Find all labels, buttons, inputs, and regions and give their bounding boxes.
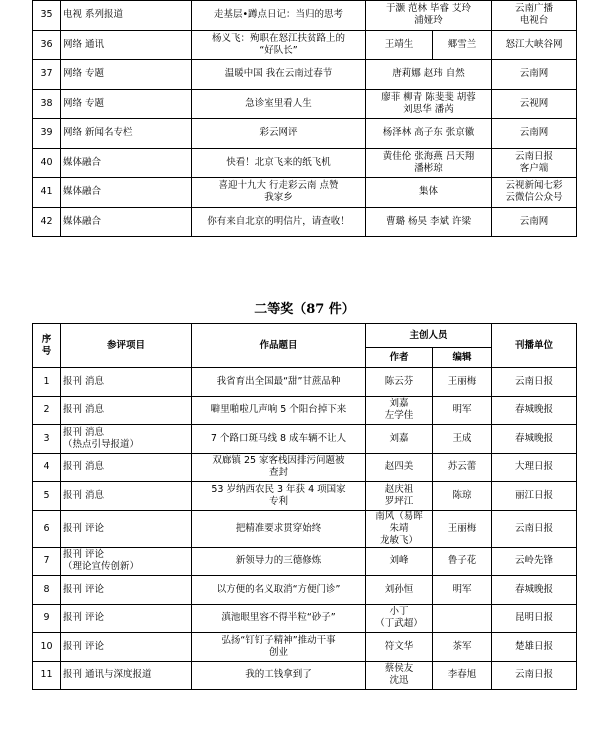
table-row xyxy=(33,633,577,662)
project-category: 媒体融合 xyxy=(61,207,192,237)
work-title: 7 个路口斑马线 8 成车辆不让人 xyxy=(192,425,366,454)
work-title: 温暖中国 我在云南过春节 xyxy=(192,60,366,90)
author-cell: 符文华 xyxy=(366,633,433,662)
row-number: 35 xyxy=(33,1,61,31)
header-author: 作者 xyxy=(366,348,433,368)
table-row xyxy=(33,207,577,237)
author-cell: 赵四美 xyxy=(366,453,433,482)
publisher-unit: 云南广播 电视台 xyxy=(492,1,577,31)
project-category: 报刊 消息 xyxy=(61,482,192,511)
work-title: 53 岁纳西农民 3 年获 4 项国家 专利 xyxy=(192,482,366,511)
work-title: 急诊室里看人生 xyxy=(192,89,366,119)
table-row xyxy=(33,89,577,119)
header-no: 序 号 xyxy=(33,324,61,368)
project-category: 报刊 消息 （热点引导报道） xyxy=(61,425,192,454)
editor-cell: 王丽梅 xyxy=(433,510,492,547)
project-category: 报刊 评论 （理论宣传创新） xyxy=(61,547,192,576)
project-category: 网络 通讯 xyxy=(61,30,192,60)
author-cell: 杨泽林 高子东 张京徽 xyxy=(366,119,492,149)
row-number: 6 xyxy=(33,510,61,547)
author-cell: 刘孙恒 xyxy=(366,576,433,605)
table-row xyxy=(33,30,577,60)
publisher-unit: 云南网 xyxy=(492,119,577,149)
publisher-unit: 云视新闻七彩 云微信公众号 xyxy=(492,178,577,208)
project-category: 电视 系列报道 xyxy=(61,1,192,31)
editor-cell: 李春旭 xyxy=(433,661,492,690)
work-title: 弘扬“钉钉子精神”推动干事 创业 xyxy=(192,633,366,662)
publisher-unit: 大理日报 xyxy=(492,453,577,482)
row-number: 11 xyxy=(33,661,61,690)
project-category: 报刊 评论 xyxy=(61,633,192,662)
work-title: 快看！北京飞来的纸飞机 xyxy=(192,148,366,178)
row-number: 5 xyxy=(33,482,61,511)
awards-table-first-prize xyxy=(32,0,577,237)
author-cell: 刘峰 xyxy=(366,547,433,576)
project-category: 报刊 评论 xyxy=(61,576,192,605)
work-title: 双廊镇 25 家客栈因排污问题被 查封 xyxy=(192,453,366,482)
table-row xyxy=(33,119,577,149)
editor-cell: 鲁子花 xyxy=(433,547,492,576)
author-cell: 赵庆祖 罗坪江 xyxy=(366,482,433,511)
work-title: 我省育出全国最“甜”甘蔗品种 xyxy=(192,368,366,397)
editor-cell: 郷雪兰 xyxy=(433,30,492,60)
author-cell: 唐莉娜 赵玮 自然 xyxy=(366,60,492,90)
publisher-unit: 楚雄日报 xyxy=(492,633,577,662)
table-row xyxy=(33,368,577,397)
publisher-unit: 怒江大峡谷网 xyxy=(492,30,577,60)
table-row xyxy=(33,661,577,690)
author-cell: 刘嘉 左学佳 xyxy=(366,396,433,425)
project-category: 报刊 评论 xyxy=(61,510,192,547)
author-cell: 黄佳伦 张海燕 吕天翔 潘彬琼 xyxy=(366,148,492,178)
table-row xyxy=(33,425,577,454)
row-number: 42 xyxy=(33,207,61,237)
editor-cell: 王成 xyxy=(433,425,492,454)
author-cell: 小丁 （丁武超） xyxy=(366,604,433,633)
author-cell: 王靖生 xyxy=(366,30,433,60)
publisher-unit: 云视网 xyxy=(492,89,577,119)
row-number: 40 xyxy=(33,148,61,178)
project-category: 媒体融合 xyxy=(61,178,192,208)
publisher-unit: 云南网 xyxy=(492,60,577,90)
publisher-unit: 云岭先锋 xyxy=(492,547,577,576)
editor-cell: 王丽梅 xyxy=(433,368,492,397)
header-title: 作品题目 xyxy=(192,324,366,368)
work-title: 我的工钱拿到了 xyxy=(192,661,366,690)
editor-cell: 明军 xyxy=(433,396,492,425)
project-category: 报刊 评论 xyxy=(61,604,192,633)
header-unit: 刊播单位 xyxy=(492,324,577,368)
publisher-unit: 云南网 xyxy=(492,207,577,237)
row-number: 41 xyxy=(33,178,61,208)
publisher-unit: 春城晚报 xyxy=(492,576,577,605)
section-title: 二等奖（87 件） xyxy=(254,302,355,317)
author-cell: 南风（易晖 朱靖 龙敏飞） xyxy=(366,510,433,547)
row-number: 39 xyxy=(33,119,61,149)
table-row xyxy=(33,510,577,547)
table-row xyxy=(33,482,577,511)
table-row xyxy=(33,60,577,90)
publisher-unit: 春城晚报 xyxy=(492,396,577,425)
publisher-unit: 云南日报 客户端 xyxy=(492,148,577,178)
header-project: 参评项目 xyxy=(61,324,192,368)
table-row xyxy=(33,1,577,31)
row-number: 1 xyxy=(33,368,61,397)
author-cell: 陈云芬 xyxy=(366,368,433,397)
project-category: 网络 专题 xyxy=(61,89,192,119)
row-number: 2 xyxy=(33,396,61,425)
author-cell: 刘嘉 xyxy=(366,425,433,454)
project-category: 网络 新闻名专栏 xyxy=(61,119,192,149)
table-row xyxy=(33,148,577,178)
editor-cell: 茶军 xyxy=(433,633,492,662)
work-title: 新领导力的三德修炼 xyxy=(192,547,366,576)
publisher-unit: 春城晚报 xyxy=(492,425,577,454)
editor-cell xyxy=(433,604,492,633)
work-title: 滇池眼里容不得半粒“砂子” xyxy=(192,604,366,633)
project-category: 媒体融合 xyxy=(61,148,192,178)
table-row xyxy=(33,604,577,633)
table-row xyxy=(33,178,577,208)
publisher-unit: 云南日报 xyxy=(492,661,577,690)
author-cell: 于灏 范林 毕睿 艾玲 浦娅玲 xyxy=(366,1,492,31)
table-row xyxy=(33,547,577,576)
work-title: 彩云网评 xyxy=(192,119,366,149)
publisher-unit: 云南日报 xyxy=(492,510,577,547)
project-category: 报刊 消息 xyxy=(61,453,192,482)
publisher-unit: 云南日报 xyxy=(492,368,577,397)
work-title: 喜迎十九大 行走彩云南 点赞 我家乡 xyxy=(192,178,366,208)
project-category: 报刊 消息 xyxy=(61,368,192,397)
row-number: 9 xyxy=(33,604,61,633)
author-cell: 曹璐 杨昊 李斌 许梁 xyxy=(366,207,492,237)
work-title: 以方便的名义取消“方便门诊” xyxy=(192,576,366,605)
header-creators: 主创人员 xyxy=(366,324,492,348)
table-row xyxy=(33,453,577,482)
work-title: 把精准要求贯穿始终 xyxy=(192,510,366,547)
work-title: 噼里啪啦几声响 5 个阳台掉下来 xyxy=(192,396,366,425)
project-category: 报刊 消息 xyxy=(61,396,192,425)
project-category: 网络 专题 xyxy=(61,60,192,90)
awards-table-second-prize xyxy=(32,323,577,690)
header-editor: 编辑 xyxy=(433,348,492,368)
row-number: 37 xyxy=(33,60,61,90)
author-cell: 蔡侯友 沈迅 xyxy=(366,661,433,690)
row-number: 8 xyxy=(33,576,61,605)
editor-cell: 苏云蕾 xyxy=(433,453,492,482)
publisher-unit: 昆明日报 xyxy=(492,604,577,633)
publisher-unit: 丽江日报 xyxy=(492,482,577,511)
row-number: 10 xyxy=(33,633,61,662)
row-number: 4 xyxy=(33,453,61,482)
work-title: 你有来自北京的明信片，请查收！ xyxy=(192,207,366,237)
project-category: 报刊 通讯与深度报道 xyxy=(61,661,192,690)
editor-cell: 陈琼 xyxy=(433,482,492,511)
row-number: 7 xyxy=(33,547,61,576)
author-cell: 集体 xyxy=(366,178,492,208)
editor-cell: 明军 xyxy=(433,576,492,605)
table-row xyxy=(33,396,577,425)
author-cell: 廖菲 柳青 陈斐斐 胡蓉 刘思华 潘芮 xyxy=(366,89,492,119)
row-number: 36 xyxy=(33,30,61,60)
header-row xyxy=(33,324,577,348)
work-title: 走基层•蹲点日记：当归的思考 xyxy=(192,1,366,31)
table-row xyxy=(33,576,577,605)
work-title: 杨义飞：殉职在怒江扶贫路上的 “好队长” xyxy=(192,30,366,60)
row-number: 38 xyxy=(33,89,61,119)
row-number: 3 xyxy=(33,425,61,454)
